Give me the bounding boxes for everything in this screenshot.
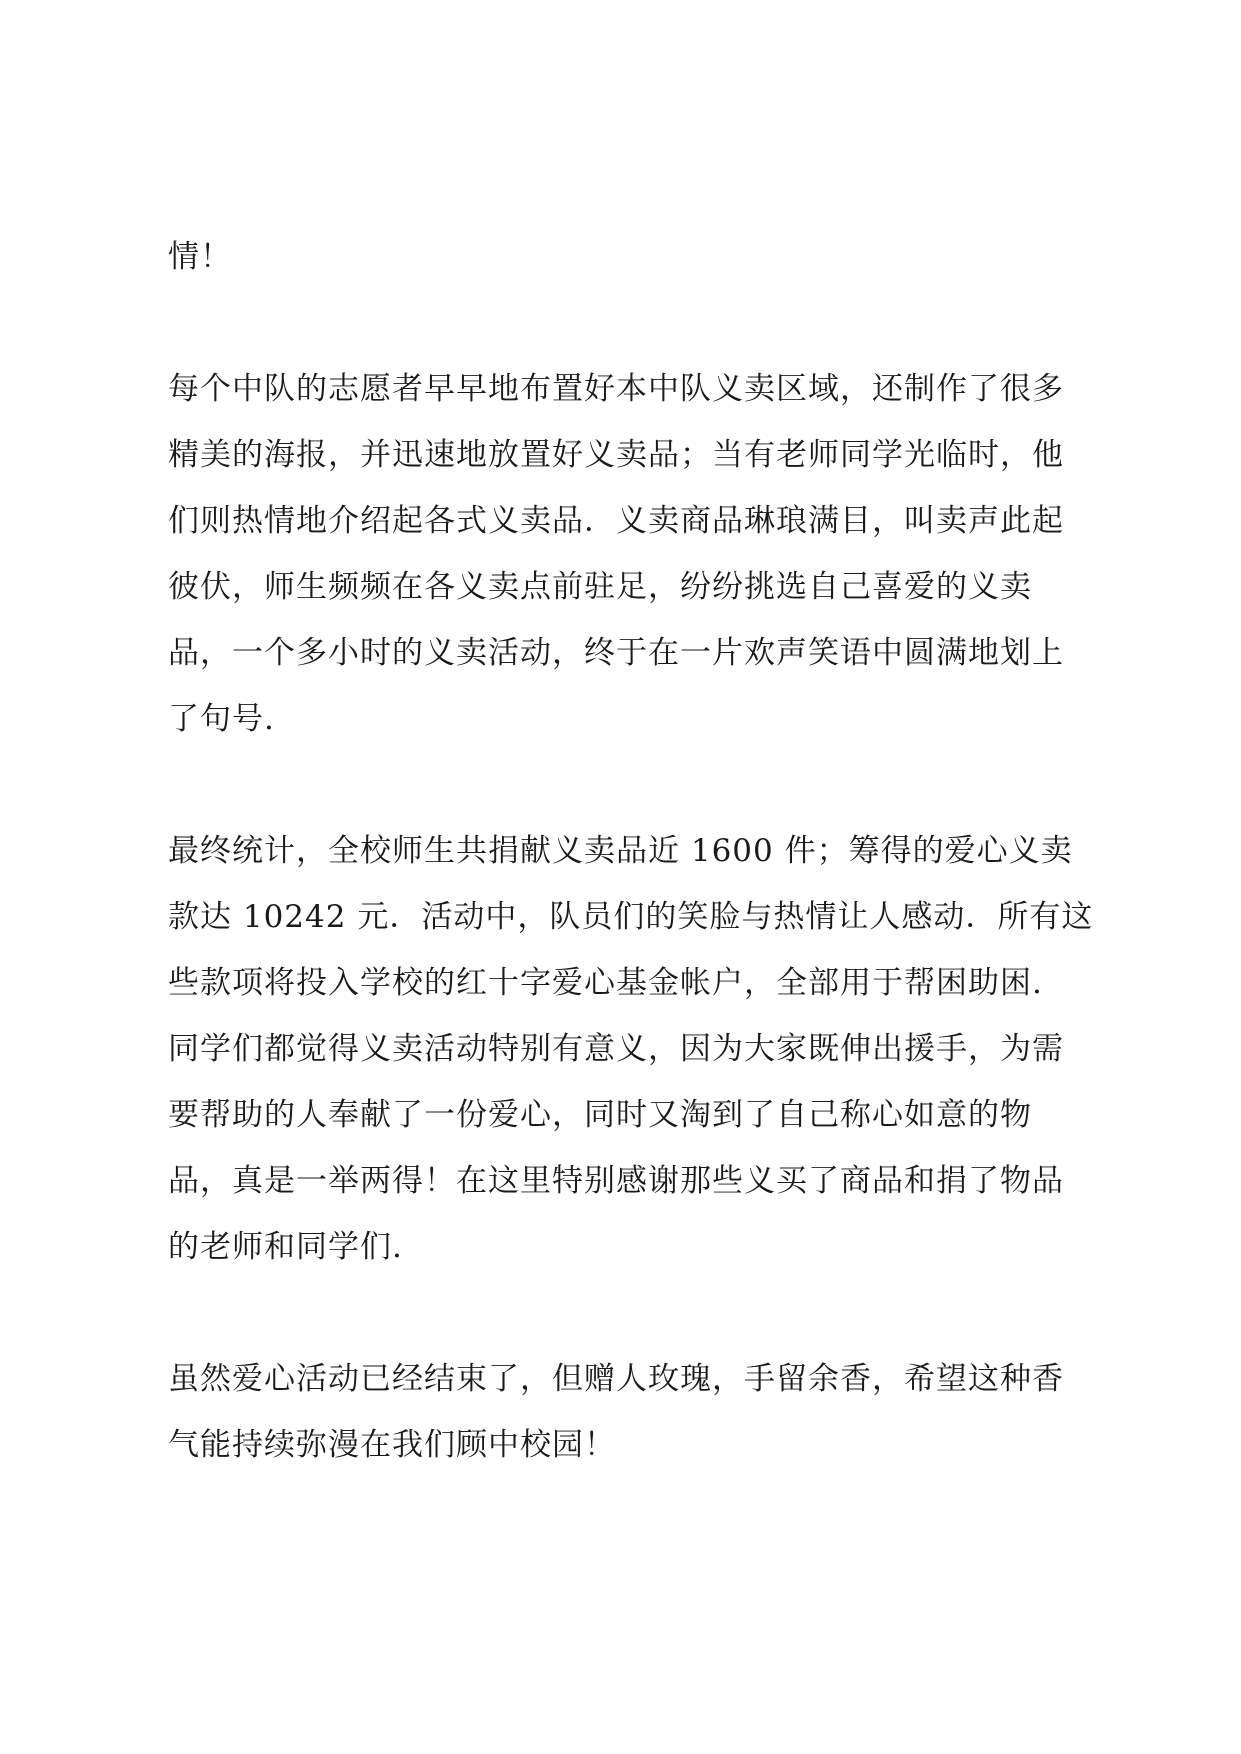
text-line: 品，一个多小时的义卖活动，终于在一片欢声笑语中圆满地划上	[168, 635, 1064, 671]
text-line: 要帮助的人奉献了一份爱心，同时又淘到了自己称心如意的物	[168, 1097, 1032, 1133]
text-line: 每个中队的志愿者早早地布置好本中队义卖区域，还制作了很多	[168, 371, 1064, 407]
text-line: 气能持续弥漫在我们顾中校园！	[168, 1427, 616, 1463]
paragraph-2	[168, 356, 1098, 752]
document-body	[168, 224, 1098, 1544]
paragraph-1	[168, 224, 1098, 290]
text-line: 了句号.	[168, 701, 275, 737]
text-line: 情！	[168, 239, 232, 275]
paragraph-3	[168, 818, 1098, 1280]
text-line: 彼伏，师生频频在各义卖点前驻足，纷纷挑选自己喜爱的义卖	[168, 569, 1032, 605]
text-line: 些款项将投入学校的红十字爱心基金帐户，全部用于帮困助困.	[168, 965, 1043, 1001]
text-line: 品，真是一举两得！在这里特别感谢那些义买了商品和捐了物品	[168, 1163, 1064, 1199]
text-line: 精美的海报，并迅速地放置好义卖品；当有老师同学光临时，他	[168, 437, 1064, 473]
text-line: 款达 10242 元．活动中，队员们的笑脸与热情让人感动．所有这	[168, 899, 1094, 935]
text-line: 最终统计，全校师生共捐献义卖品近 1600 件；筹得的爱心义卖	[168, 833, 1073, 869]
text-line: 的老师和同学们.	[168, 1229, 403, 1265]
text-line: 虽然爱心活动已经结束了，但赠人玫瑰，手留余香，希望这种香	[168, 1361, 1064, 1397]
text-line: 同学们都觉得义卖活动特别有意义，因为大家既伸出援手，为需	[168, 1031, 1064, 1067]
paragraph-4	[168, 1346, 1098, 1478]
text-line: 们则热情地介绍起各式义卖品．义卖商品琳琅满目，叫卖声此起	[168, 503, 1064, 539]
